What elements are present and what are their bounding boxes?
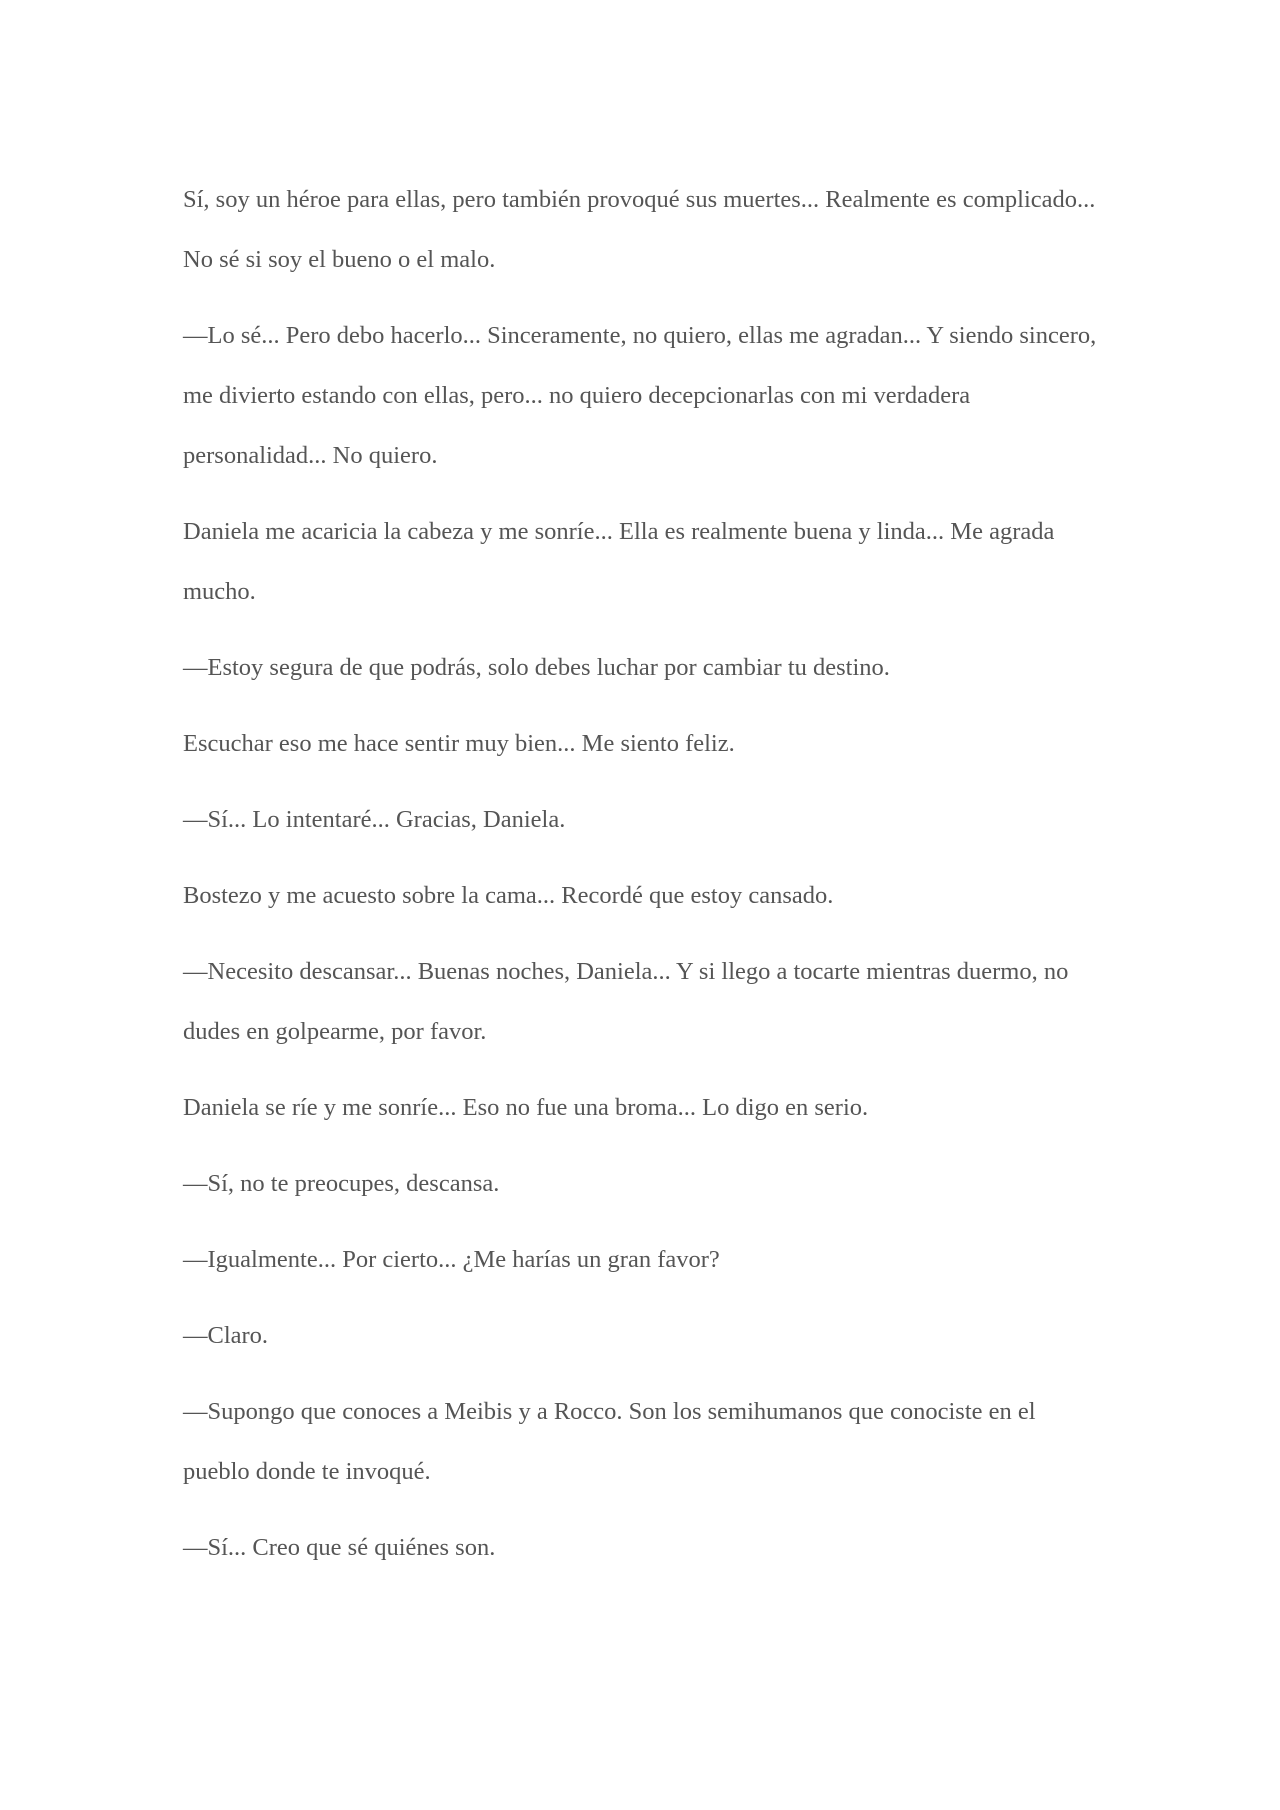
paragraph: —Estoy segura de que podrás, solo debes luchar por cambiar tu destino. <box>183 654 890 681</box>
paragraph: Daniela se ríe y me sonríe... Eso no fue una broma... Lo digo en serio. <box>183 1094 869 1121</box>
paragraph: —Lo sé... Pero debo hacerlo... Sinceramente, no quiero, ellas me agradan... Y siendo sincero, me divierto estando con ellas, pero... no quiero decepcionarlas con mi verdadera personalidad... No quiero. <box>183 322 1097 469</box>
paragraph: Escuchar eso me hace sentir muy bien... Me siento feliz. <box>183 730 735 757</box>
paragraph: —Sí... Lo intentaré... Gracias, Daniela. <box>183 806 566 833</box>
paragraph: —Sí... Creo que sé quiénes son. <box>183 1534 496 1561</box>
paragraph: —Necesito descansar... Buenas noches, Daniela... Y si llego a tocarte mientras duermo, no dudes en golpearme, por favor. <box>183 958 1069 1045</box>
paragraph: Bostezo y me acuesto sobre la cama... Recordé que estoy cansado. <box>183 882 834 909</box>
paragraph: Sí, soy un héroe para ellas, pero también provoqué sus muertes... Realmente es complicado... No sé si soy el bueno o el malo. <box>183 186 1096 273</box>
paragraph: —Sí, no te preocupes, descansa. <box>183 1170 500 1197</box>
document-body <box>183 170 1103 1594</box>
paragraph: Daniela me acaricia la cabeza y me sonríe... Ella es realmente buena y linda... Me agrada mucho. <box>183 518 1055 605</box>
paragraph: —Claro. <box>183 1322 269 1349</box>
paragraph: —Igualmente... Por cierto... ¿Me harías un gran favor? <box>183 1246 720 1273</box>
paragraph: —Supongo que conoces a Meibis y a Rocco. Son los semihumanos que conociste en el pueblo donde te invoqué. <box>183 1398 1036 1485</box>
